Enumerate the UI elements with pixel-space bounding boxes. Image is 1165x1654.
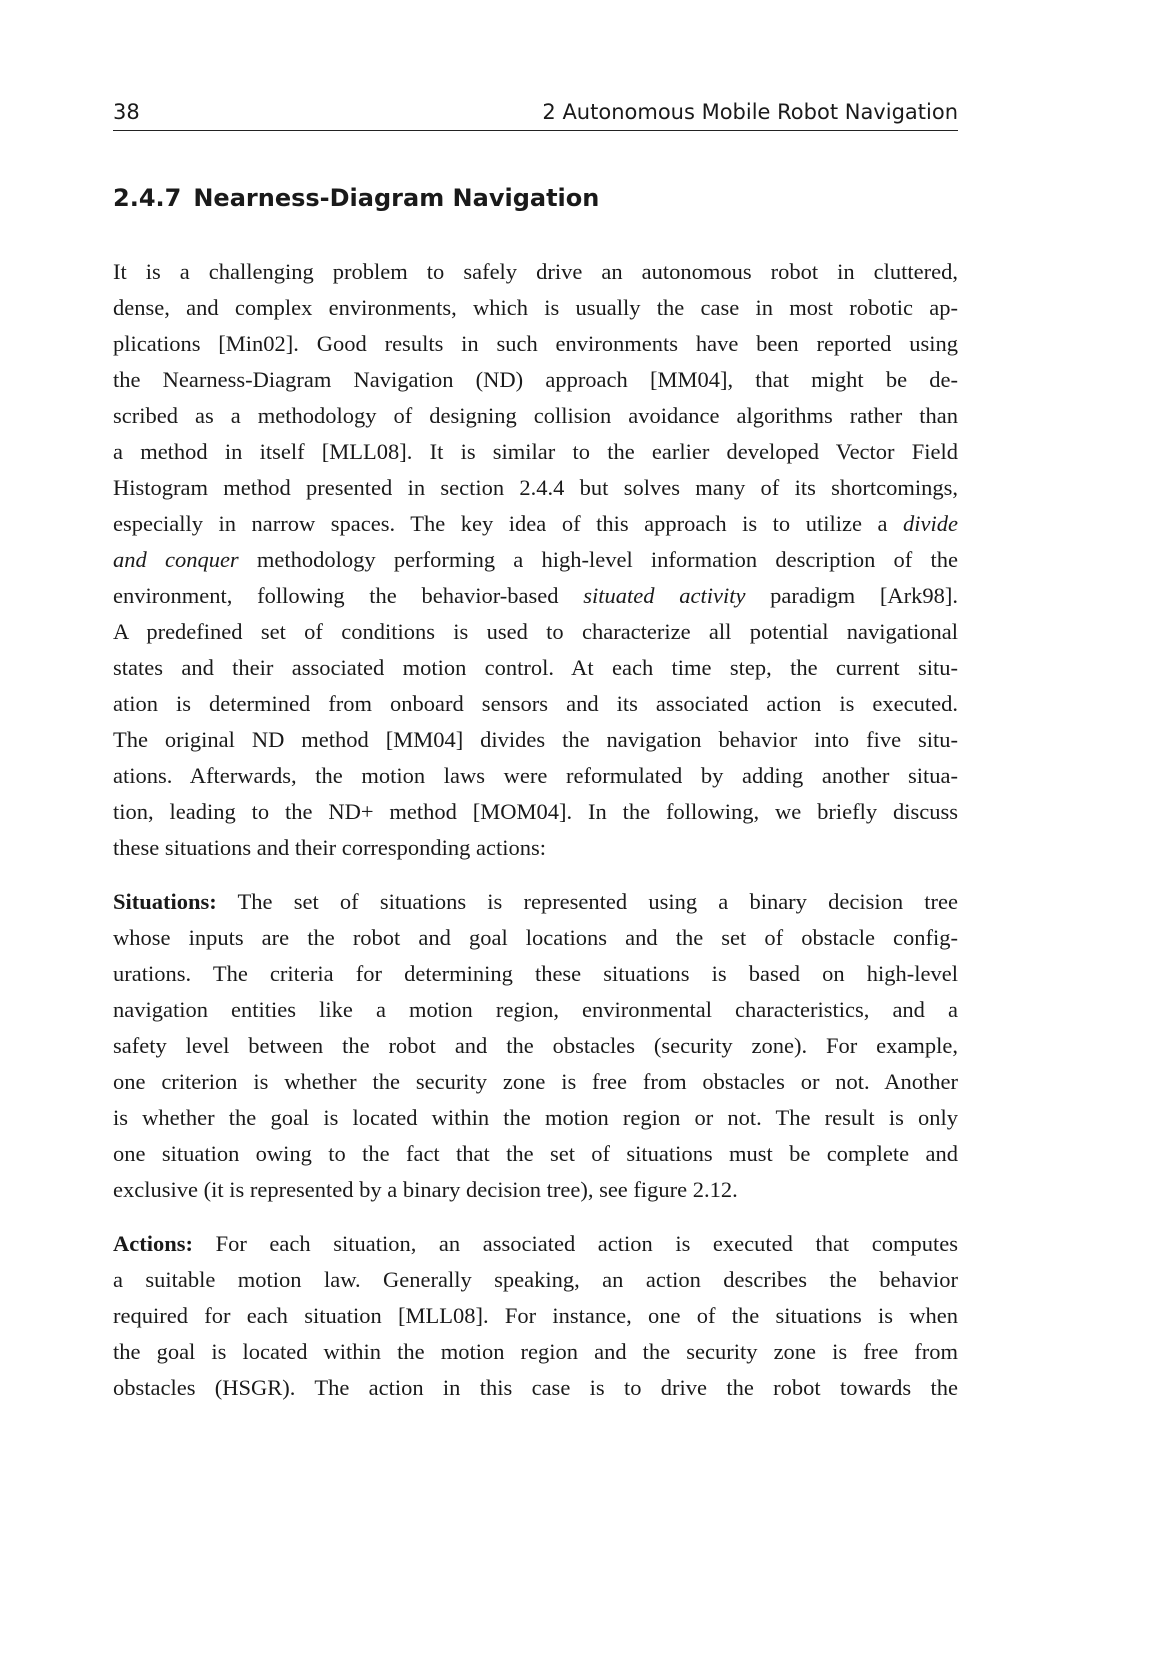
text-segment: exclusive (it is represented by a binary decision tree), see figure 2.12. — [113, 1177, 738, 1202]
text-line — [113, 920, 958, 956]
text-line — [113, 1334, 958, 1370]
text-line — [113, 722, 958, 758]
text-segment: safety level between the robot and the obstacles (security zone). For example, — [113, 1033, 958, 1058]
text-segment: For each situation, an associated action is executed that computes — [193, 1231, 958, 1256]
text-line — [113, 434, 958, 470]
text-segment: states and their associated motion control. At each time step, the current situ- — [113, 655, 958, 680]
running-header — [113, 98, 958, 131]
text-segment: obstacles (HSGR). The action in this case is to drive the robot towards the — [113, 1375, 958, 1400]
text-segment: paradigm [Ark98]. — [745, 583, 958, 608]
text-line — [113, 956, 958, 992]
text-segment: the goal is located within the motion region and the security zone is free from — [113, 1339, 958, 1364]
text-line — [113, 362, 958, 398]
text-segment: urations. The criteria for determining these situations is based on high-level — [113, 961, 958, 986]
text-segment: The set of situations is represented using a binary decision tree — [216, 889, 958, 914]
section-title: Nearness-Diagram Navigation — [193, 184, 600, 212]
text-line — [113, 758, 958, 794]
text-line — [113, 290, 958, 326]
text-segment: The original ND method [MM04] divides the navigation behavior into five situ- — [113, 727, 958, 752]
text-segment: is whether the goal is located within the motion region or not. The result is only — [113, 1105, 958, 1130]
text-line — [113, 794, 958, 830]
text-line — [113, 884, 958, 920]
text-segment: environment, following the behavior-based — [113, 583, 584, 608]
running-title: 2 Autonomous Mobile Robot Navigation — [542, 100, 958, 124]
text-line — [113, 578, 958, 614]
text-segment: navigation entities like a motion region, environmental characteristics, and a — [113, 997, 958, 1022]
text-line — [113, 830, 958, 866]
run-in-heading: Actions: — [113, 1231, 193, 1256]
text-line — [113, 326, 958, 362]
text-segment: Histogram method presented in section 2.4.4 but solves many of its shortcomings, — [113, 475, 958, 500]
text-line — [113, 992, 958, 1028]
emphasis-text: and conquer — [113, 547, 239, 572]
text-segment: methodology performing a high-level information description of the — [238, 547, 958, 572]
text-line — [113, 1226, 958, 1262]
text-segment: the Nearness-Diagram Navigation (ND) approach [MM04], that might be de- — [113, 367, 958, 392]
text-segment: plications [Min02]. Good results in such environments have been reported using — [113, 331, 958, 356]
section-heading — [113, 184, 599, 212]
paragraph — [113, 884, 958, 1208]
text-segment: ation is determined from onboard sensors and its associated action is executed. — [113, 691, 958, 716]
text-segment: a suitable motion law. Generally speaking, an action describes the behavior — [113, 1267, 958, 1292]
text-line — [113, 470, 958, 506]
text-line — [113, 1136, 958, 1172]
text-line — [113, 650, 958, 686]
text-segment: It is a challenging problem to safely drive an autonomous robot in cluttered, — [113, 259, 958, 284]
text-segment: dense, and complex environments, which is usually the case in most robotic ap- — [113, 295, 958, 320]
text-line — [113, 542, 958, 578]
text-line — [113, 1370, 958, 1406]
text-line — [113, 1100, 958, 1136]
text-line — [113, 254, 958, 290]
text-segment: these situations and their corresponding actions: — [113, 835, 547, 860]
page-number: 38 — [113, 100, 140, 124]
text-line — [113, 686, 958, 722]
text-segment: required for each situation [MLL08]. For instance, one of the situations is when — [113, 1303, 958, 1328]
text-segment: tion, leading to the ND+ method [MOM04]. In the following, we briefly discuss — [113, 799, 958, 824]
text-segment: scribed as a methodology of designing collision avoidance algorithms rather than — [113, 403, 958, 428]
text-line — [113, 1172, 958, 1208]
section-number: 2.4.7 — [113, 184, 182, 212]
text-segment: A predefined set of conditions is used to characterize all potential navigational — [113, 619, 958, 644]
run-in-heading: Situations: — [113, 889, 217, 914]
text-line — [113, 398, 958, 434]
paragraph — [113, 1226, 958, 1406]
text-line — [113, 1064, 958, 1100]
text-line — [113, 1028, 958, 1064]
text-segment: whose inputs are the robot and goal locations and the set of obstacle config- — [113, 925, 958, 950]
text-segment: one situation owing to the fact that the set of situations must be complete and — [113, 1141, 958, 1166]
text-segment: especially in narrow spaces. The key idea of this approach is to utilize a — [113, 511, 904, 536]
text-line — [113, 614, 958, 650]
text-line — [113, 1262, 958, 1298]
text-segment: a method in itself [MLL08]. It is similar to the earlier developed Vector Field — [113, 439, 958, 464]
emphasis-text: situated activity — [583, 583, 746, 608]
text-line — [113, 1298, 958, 1334]
emphasis-text: divide — [903, 511, 958, 536]
paragraph — [113, 254, 958, 866]
text-segment: ations. Afterwards, the motion laws were reformulated by adding another situa- — [113, 763, 958, 788]
text-segment: one criterion is whether the security zone is free from obstacles or not. Another — [113, 1069, 958, 1094]
body-text — [113, 254, 958, 1424]
text-line — [113, 506, 958, 542]
